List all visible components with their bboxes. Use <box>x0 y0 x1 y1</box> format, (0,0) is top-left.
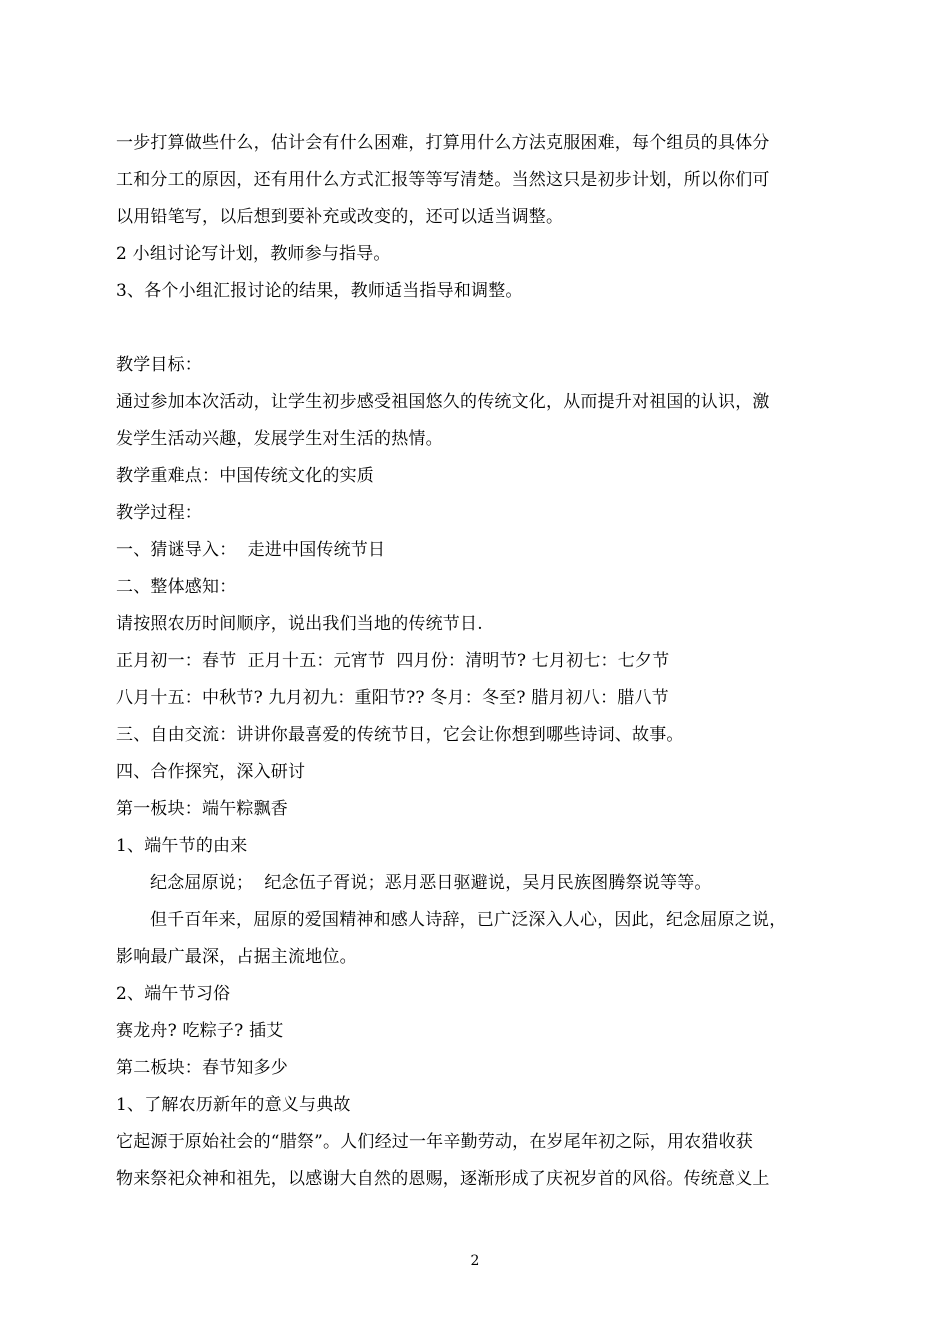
blank-line <box>116 310 840 347</box>
text-line: 正月初一：春节 正月十五：元宵节 四月份：清明节? 七月初七：七夕节 <box>116 651 670 671</box>
text-line: 发学生活动兴趣，发展学生对生活的热情。 <box>116 429 443 449</box>
text-line: 三、自由交流：讲讲你最喜爱的传统节日，它会让你想到哪些诗词、故事。 <box>116 725 684 745</box>
text-line: 四、合作探究，深入研讨 <box>116 762 306 782</box>
text-line: 请按照农历时间顺序，说出我们当地的传统节日. <box>116 614 483 634</box>
text-line: 它起源于原始社会的“腊祭”。人们经过一年辛勤劳动，在岁尾年初之际，用农猎收获 <box>116 1132 753 1152</box>
body-text <box>116 125 840 1198</box>
text-line: 纪念屈原说； 纪念伍子胥说；恶月恶日驱避说，吴月民族图腾祭说等等。 <box>150 873 712 893</box>
text-line: 教学重难点：中国传统文化的实质 <box>116 466 374 486</box>
text-line: 赛龙舟? 吃粽子? 插艾 <box>116 1021 284 1041</box>
text-line: 1、了解农历新年的意义与典故 <box>116 1095 351 1115</box>
text-line: 以用铅笔写，以后想到要补充或改变的，还可以适当调整。 <box>116 207 564 227</box>
text-line: 第一板块：端午粽飘香 <box>116 799 288 819</box>
text-line: 工和分工的原因，还有用什么方式汇报等等写清楚。当然这只是初步计划，所以你们可 <box>116 170 770 190</box>
text-line: 物来祭祀众神和祖先，以感谢大自然的恩赐，逐渐形成了庆祝岁首的风俗。传统意义上 <box>116 1169 770 1189</box>
text-line: 3、各个小组汇报讨论的结果，教师适当指导和调整。 <box>116 281 523 301</box>
text-line: 八月十五：中秋节? 九月初九：重阳节?? 冬月：冬至? 腊月初八：腊八节 <box>116 688 669 708</box>
text-line: 但千百年来，屈原的爱国精神和感人诗辞，已广泛深入人心，因此，纪念屈原之说， <box>150 910 787 930</box>
text-line: 通过参加本次活动，让学生初步感受祖国悠久的传统文化，从而提升对祖国的认识，激 <box>116 392 770 412</box>
text-line: 1、端午节的由来 <box>116 836 248 856</box>
text-line: 教学目标： <box>116 355 202 375</box>
page-number: 2 <box>470 1253 480 1269</box>
text-line: 教学过程： <box>116 503 202 523</box>
text-line: 第二板块：春节知多少 <box>116 1058 288 1078</box>
text-line: 一步打算做些什么，估计会有什么困难，打算用什么方法克服困难，每个组员的具体分 <box>116 133 770 153</box>
text-line: 影响最广最深，占据主流地位。 <box>116 947 357 967</box>
text-line: 2、端午节习俗 <box>116 984 231 1004</box>
text-line: 一、猜谜导入： 走进中国传统节日 <box>116 540 386 560</box>
text-line: 二、整体感知： <box>116 577 237 597</box>
text-line: 2 小组讨论写计划，教师参与指导。 <box>116 244 391 264</box>
